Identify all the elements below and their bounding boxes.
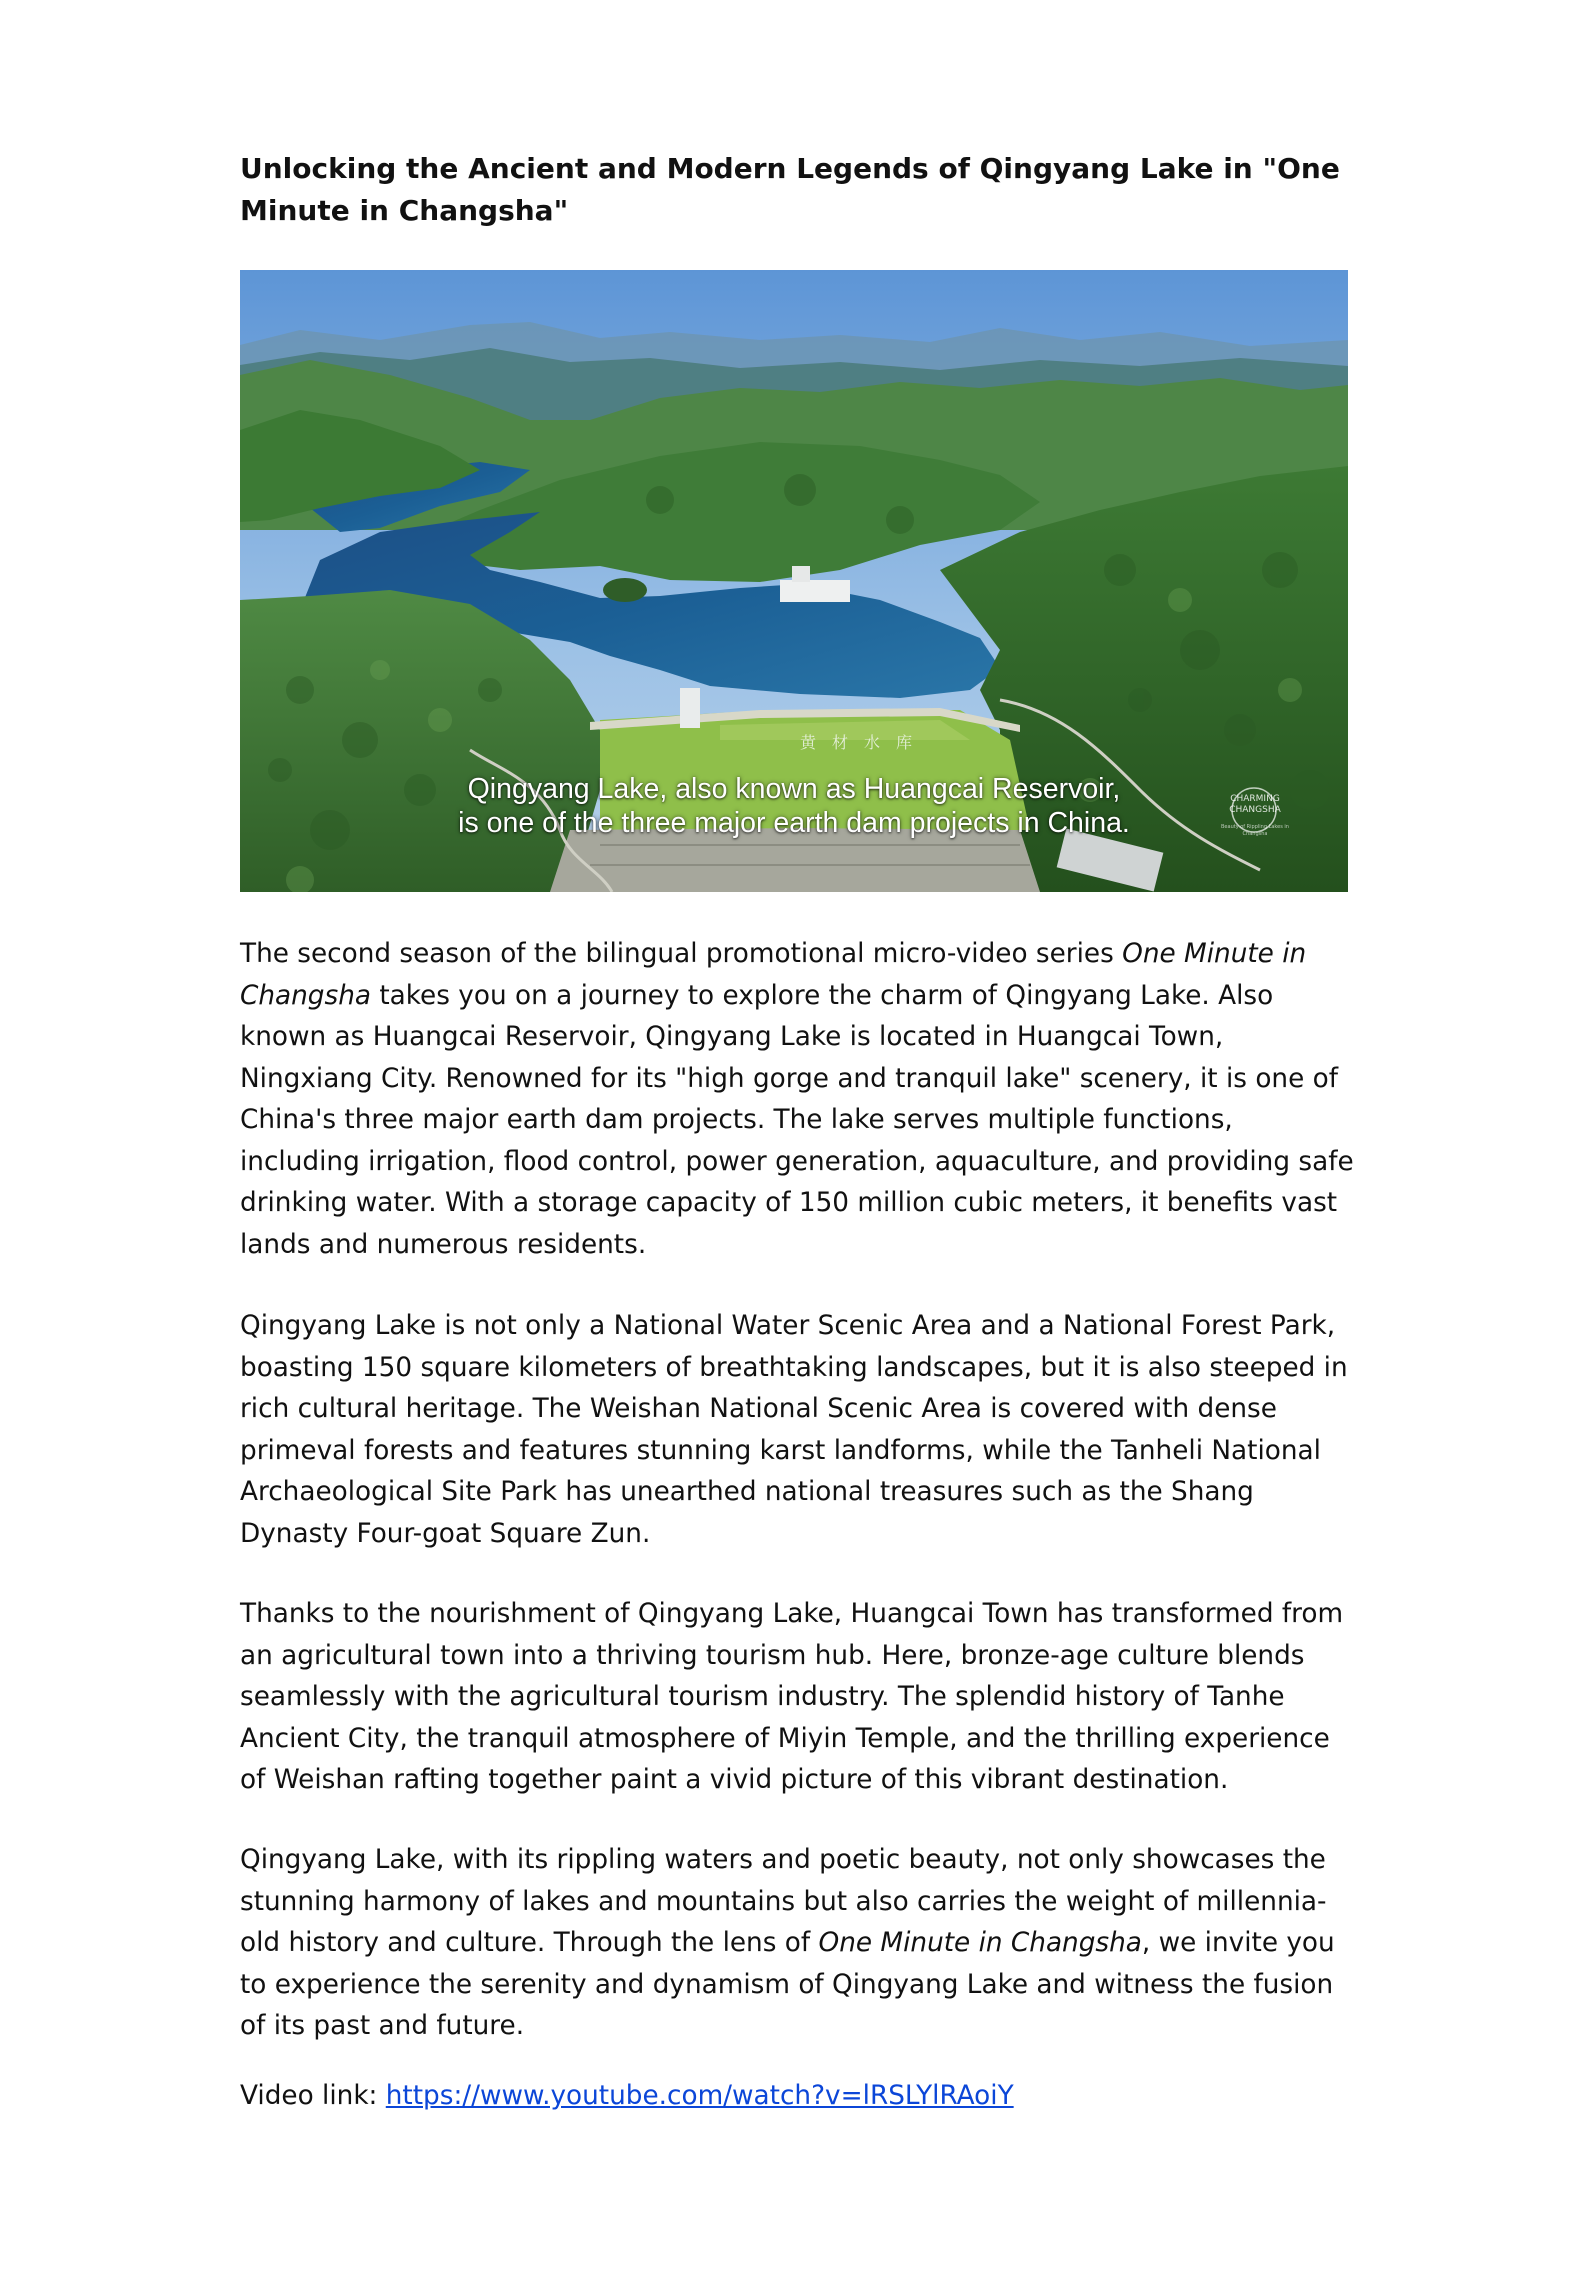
paragraph-conclusion-start: Qingyang Lake, with its rippling waters and poetic beauty, not only showcases the stunning harmony of lakes and mountains but also carries the weight of millennia-old history and culture. Through the lens of — [240, 1845, 1327, 1958]
series-title-italic: One Minute in Changsha — [240, 939, 1307, 1011]
dam-inscription: 黄材水库 — [800, 733, 929, 752]
series-title-italic-2: One Minute in Changsha — [818, 1928, 1142, 1958]
paragraph-huangcai-town: Thanks to the nourishment of Qingyang Lake, Huangcai Town has transformed from an agricultural town into a thriving tourism hub. Here, bronze-age culture blends seamlessly with the agricultural tourism industry. The splendid history of Tanhe Ancient City, the tranquil atmosphere of Miyin Temple, and the thrilling experience of Weishan rafting together paint a vivid picture of this vibrant destination. — [240, 1599, 1344, 1795]
paragraph-scenic-areas: Qingyang Lake is not only a National Water Scenic Area and a National Forest Park, boasting 150 square kilometers of breathtaking landscapes, but it is also steeped in rich cultural heritage. The Weishan National Scenic Area is covered with dense primeval forests and features stunning karst landforms, while the Tanheli National Archaeological Site Park has unearthed national treasures such as the Shang Dynasty Four-goat Square Zun. — [240, 1311, 1348, 1549]
watermark-line2: CHANGSHA — [1229, 805, 1281, 815]
video-link-line — [240, 2076, 1360, 2118]
watermark-line1: CHARMING — [1230, 794, 1280, 804]
paragraph-intro — [240, 934, 1360, 1266]
image-caption-line2: is one of the three major earth dam projects in China. — [458, 807, 1130, 839]
page-title: Unlocking the Ancient and Modern Legends of Qingyang Lake in "One Minute in Changsha" — [240, 152, 1340, 227]
charming-changsha-watermark — [1212, 794, 1298, 838]
paragraph-conclusion — [240, 1840, 1360, 2048]
video-link-label: Video link: — [240, 2081, 386, 2111]
paragraph-conclusion-rest: , we invite you to experience the serenity and dynamism of Qingyang Lake and witness the fusion of its past and future. — [240, 1928, 1335, 2041]
paragraph-intro-rest: takes you on a journey to explore the charm of Qingyang Lake. Also known as Huangcai Reservoir, Qingyang Lake is located in Huangcai Town, Ningxiang City. Renowned for its "high gorge and tranquil lake" scenery, it is one of China's three major earth dam projects. The lake serves multiple functions, including irrigation, flood control, power generation, aquaculture, and providing safe drinking water. With a storage capacity of 150 million cubic meters, it benefits vast lands and numerous residents. — [240, 980, 1354, 1260]
image-caption-line1: Qingyang Lake, also known as Huangcai Reservoir, — [467, 773, 1121, 805]
paragraph-intro-start: The second season of the bilingual promotional micro-video series — [240, 939, 1123, 969]
qingyang-lake-aerial-photo — [240, 270, 1348, 892]
video-link[interactable]: https://www.youtube.com/watch?v=lRSLYlRAoiY — [385, 2081, 1014, 2111]
watermark-subtitle: Beauty of Rippling Lakes in Changsha — [1221, 824, 1289, 837]
